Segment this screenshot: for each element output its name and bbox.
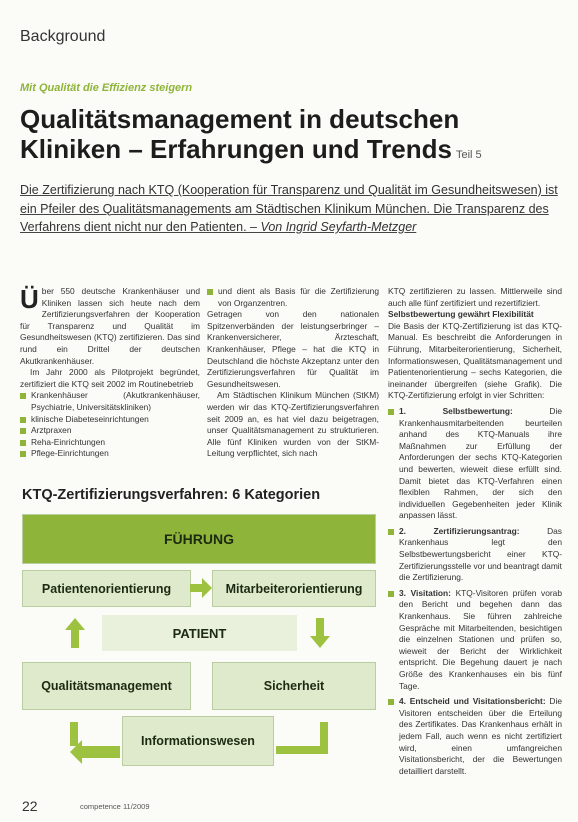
arrow-down-icon bbox=[310, 618, 330, 648]
box-fuehrung: FÜHRUNG bbox=[22, 514, 376, 564]
magazine-issue: competence 11/2009 bbox=[80, 802, 150, 811]
step-text: Die Visitoren entscheiden über die Erteilung des Zertifikates. Das Krankenhaus erhält in jedem Fall, auch wenn es nicht zertifiziert wird, einen umfangreichen Visitationsbericht, der die Bewertungen detailliert darstellt. bbox=[399, 696, 562, 776]
arrow-curve-right-icon bbox=[276, 716, 334, 768]
box-qualitaetsmanagement: Qualitätsmanagement bbox=[22, 662, 191, 710]
list-item: Reha-Einrichtungen bbox=[20, 437, 200, 449]
box-informationswesen: Informationswesen bbox=[122, 716, 274, 766]
ktq-diagram bbox=[22, 510, 375, 778]
step-text: Das Krankenhaus legt den Selbstbewertungsbericht einer KTQ-Zertifizierungsstelle vor und beantragt damit die Zertifizierung. bbox=[399, 525, 562, 583]
list-item: Pflege-Einrichtungen bbox=[20, 448, 200, 460]
col1-paragraph-2: Im Jahr 2000 als Pilotprojekt begründet, zertifiziert die KTQ seit 2002 im Routinebetrieb bbox=[20, 367, 200, 389]
step-item bbox=[388, 588, 562, 692]
column-3 bbox=[388, 286, 562, 777]
col2-paragraph-1: Getragen von den nationalen Spitzenverbänden der leistungserbringer – Krankenversicherer, Ärzteschaft, Krankenhäuser, Pflege – hat die KTQ in Deutschland die höchste Akzeptanz unter den Zertifizierungsverfahren für Qualität im Gesundheitswesen. bbox=[207, 309, 379, 389]
step-item bbox=[388, 696, 562, 777]
box-sicherheit: Sicherheit bbox=[212, 662, 376, 710]
step-label: 2. Zertifizierungsantrag: bbox=[399, 525, 520, 536]
article-title bbox=[20, 104, 565, 170]
step-item bbox=[388, 526, 562, 584]
part-label: Teil 5 bbox=[455, 149, 482, 161]
col3-paragraph-2: Die Basis der KTQ-Zertifizierung ist das KTQ-Manual. Es beschreibt die Anforderungen in Führung, Mitarbeiterorientierung, Sicherheit, Informationswesen, Qualitätsmanagement und Patientenorientierung – sechs Kategorien, die ineinander übergreifen (siehe Grafik). Die KTQ-Zertifizierung erfolgt in vier Schritten: bbox=[388, 320, 562, 401]
list-item: Arztpraxen bbox=[20, 425, 200, 437]
title-line-2: Kliniken – Erfahrungen und Trends bbox=[20, 134, 452, 164]
lead-paragraph bbox=[20, 181, 560, 237]
column-2 bbox=[207, 286, 379, 460]
col2-paragraph-2: Am Städtischen Klinikum München (StKM) werden wir das KTQ-Zertifizierungsverfahren seit 2009 an, es hat viel dazu beigetragen, unser Qualitätsmanagement zu strukturieren. Alle fünf Kliniken wurden von der StKM-Leitung verpflichtet, sich nach bbox=[207, 390, 379, 459]
lead-text: Die Zertifizierung nach KTQ (Kooperation für Transparenz und Qualität im Gesundheitswesen) ist ein Pfeiler des Qualitätsmanagements am Städtischen Klinikum München. Die Transparenz des Verfahrens dient nicht nur den Patienten. bbox=[20, 183, 558, 234]
col1-paragraph-1: ber 550 deutsche Krankenhäuser und Kliniken lassen sich heute nach dem Zertifizierungsverfahren der Kooperation für Transparenz und Qualität im Gesundheitswesen (KTQ) zertifizieren. Das sind rund ein Drittel der deutschen Akutkrankenhäuser. bbox=[20, 286, 200, 366]
section-label: Background bbox=[20, 28, 106, 45]
step-label: 1. Selbstbewertung: bbox=[399, 405, 513, 416]
box-patient: PATIENT bbox=[102, 615, 297, 651]
title-line-1: Qualitätsmanagement in deutschen bbox=[20, 104, 460, 134]
subheading: Selbstbewertung gewährt Flexibilität bbox=[388, 309, 534, 320]
diagram-title: KTQ-Zertifizierungsverfahren: 6 Kategorien bbox=[22, 487, 321, 503]
list-item: klinische Diabeteseinrichtungen bbox=[20, 414, 200, 426]
drop-cap: Ü bbox=[20, 284, 39, 314]
col3-paragraph-1: KTQ zertifizieren zu lassen. Mittlerweile sind auch alle fünf zertifiziert und rezertifiziert. bbox=[388, 286, 562, 308]
step-text: KTQ-Visitoren prüfen vorab den Bericht und begehen dann das Krankenhaus. Sie führen zahlreiche Gespräche mit Mitarbeitenden, besichtigen die einzelnen Stationen und prüfen so, wieweit der Bericht der Wirklichkeit entspricht. Die Begehung dauert je nach Größe des Krankenhauses ein bis fünf Tage. bbox=[399, 587, 562, 691]
step-text: Die Krankenhausmitarbeitenden beurteilen anhand des KTQ-Manuals ihre Maßnahmen zur Erfüllung der Anforderungen der sechs KTQ-Kategorien und bewerten, wieweit diese erfüllt sind. Damit bietet das KTQ-Verfahren einen flexiblen Rahmen, der sich den individuellen Gegebenheiten jeder Klinik anpassen lässt. bbox=[399, 405, 562, 521]
step-item bbox=[388, 406, 562, 522]
box-mitarbeiterorientierung: Mitarbeiterorientierung bbox=[212, 570, 376, 607]
step-label: 4. Entscheid und Visitationsbericht: bbox=[399, 696, 546, 707]
lead-author: – Von Ingrid Seyfarth-Metzger bbox=[246, 220, 417, 234]
column-1 bbox=[20, 286, 200, 460]
arrow-right-icon bbox=[190, 578, 212, 598]
institution-list bbox=[20, 390, 200, 460]
arrow-curve-left-icon bbox=[62, 716, 120, 768]
list-item: Krankenhäuser (Akutkrankenhäuser, Psychiatrie, Universitätskliniken) bbox=[20, 390, 200, 413]
arrow-up-icon bbox=[65, 618, 85, 648]
box-patientenorientierung: Patientenorientierung bbox=[22, 570, 191, 607]
step-label: 3. Visitation: bbox=[399, 587, 451, 598]
list-item: und dient als Basis für die Zertifizierung von Organzentren. bbox=[207, 286, 379, 309]
kicker: Mit Qualität die Effizienz steigern bbox=[20, 82, 193, 94]
page-number: 22 bbox=[22, 798, 38, 814]
